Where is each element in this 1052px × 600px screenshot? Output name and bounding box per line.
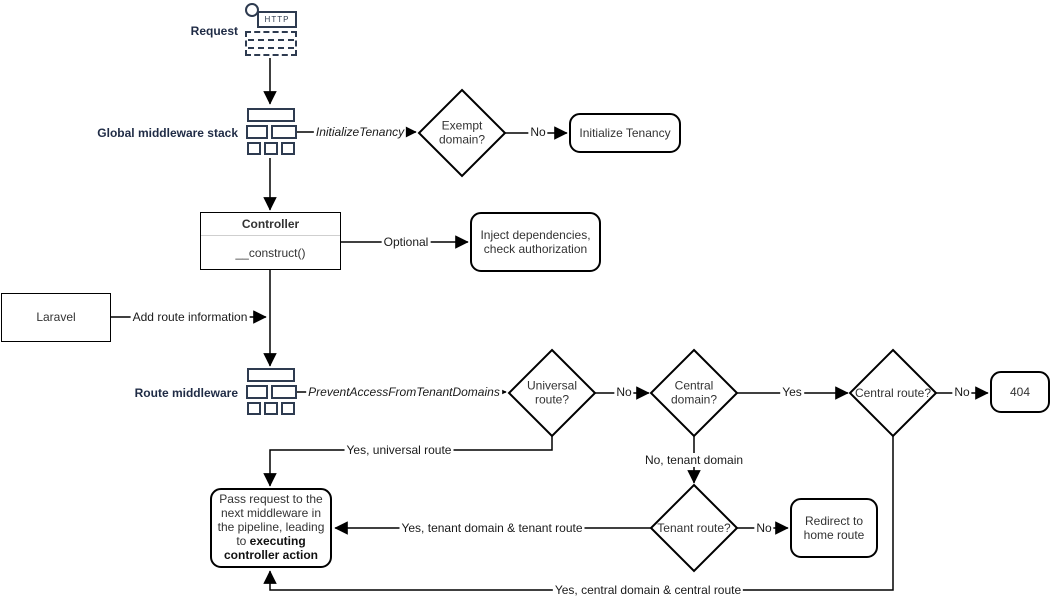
http-request-icon bbox=[245, 3, 297, 58]
edge-label-no-tenant-domain: No, tenant domain bbox=[644, 453, 744, 467]
controller-method: __construct() bbox=[235, 245, 306, 260]
edge-label-yes-central-route: Yes, central domain & central route bbox=[554, 583, 742, 597]
edge-label-yes-central-domain: Yes bbox=[782, 385, 802, 399]
pass-request-node bbox=[210, 488, 332, 568]
redirect-home-label: Redirect to home route bbox=[803, 513, 865, 542]
route-middleware-stack-icon bbox=[245, 368, 297, 415]
edge-label-optional: Optional bbox=[383, 235, 429, 249]
laravel-node bbox=[1, 293, 111, 342]
http-label: HTTP bbox=[257, 11, 297, 28]
edge-label-yes-universal-route: Yes, universal route bbox=[346, 443, 452, 457]
pass-request-label: Pass request to the next middleware in the pipeline, leading to executing controller action bbox=[217, 492, 325, 562]
edge-label-no-central-route: No bbox=[954, 385, 970, 399]
universal-route-label: Universal route? bbox=[526, 378, 577, 407]
request-circle-glyph bbox=[245, 3, 259, 17]
global-middleware-stack-icon bbox=[245, 108, 297, 155]
edge-label-no-exempt: No bbox=[530, 125, 546, 139]
request-label: Request bbox=[190, 24, 238, 38]
exempt-domain-label: Exempt domain? bbox=[438, 118, 486, 147]
controller-node bbox=[200, 212, 341, 270]
edge-label-prevent-access: PreventAccessFromTenantDomains bbox=[308, 385, 500, 399]
request-body-glyph bbox=[245, 31, 297, 56]
controller-title: Controller bbox=[201, 213, 340, 236]
404-label: 404 bbox=[1009, 384, 1031, 399]
central-route-label: Central route? bbox=[854, 385, 932, 400]
redirect-home-node bbox=[790, 498, 878, 558]
inject-dependencies-node bbox=[470, 212, 601, 272]
inject-dependencies-label: Inject dependencies, check authorization bbox=[480, 227, 591, 256]
404-node bbox=[990, 371, 1050, 413]
edge-label-yes-tenant-route: Yes, tenant domain & tenant route bbox=[401, 521, 583, 535]
laravel-label: Laravel bbox=[36, 310, 76, 325]
edge-label-initialize-tenancy: InitializeTenancy bbox=[315, 125, 405, 139]
initialize-tenancy-node bbox=[569, 113, 681, 153]
initialize-tenancy-label: Initialize Tenancy bbox=[579, 125, 671, 140]
edge-label-no-tenant-route: No bbox=[756, 521, 772, 535]
global-middleware-label: Global middleware stack bbox=[97, 126, 238, 140]
tenant-route-label: Tenant route? bbox=[657, 520, 731, 535]
pass-request-bold: executing controller action bbox=[223, 533, 318, 562]
central-domain-label: Central domain? bbox=[670, 378, 718, 407]
edge-label-no-universal: No bbox=[616, 385, 632, 399]
edge-label-add-route-info: Add route information bbox=[132, 310, 248, 324]
route-middleware-label: Route middleware bbox=[134, 386, 238, 400]
